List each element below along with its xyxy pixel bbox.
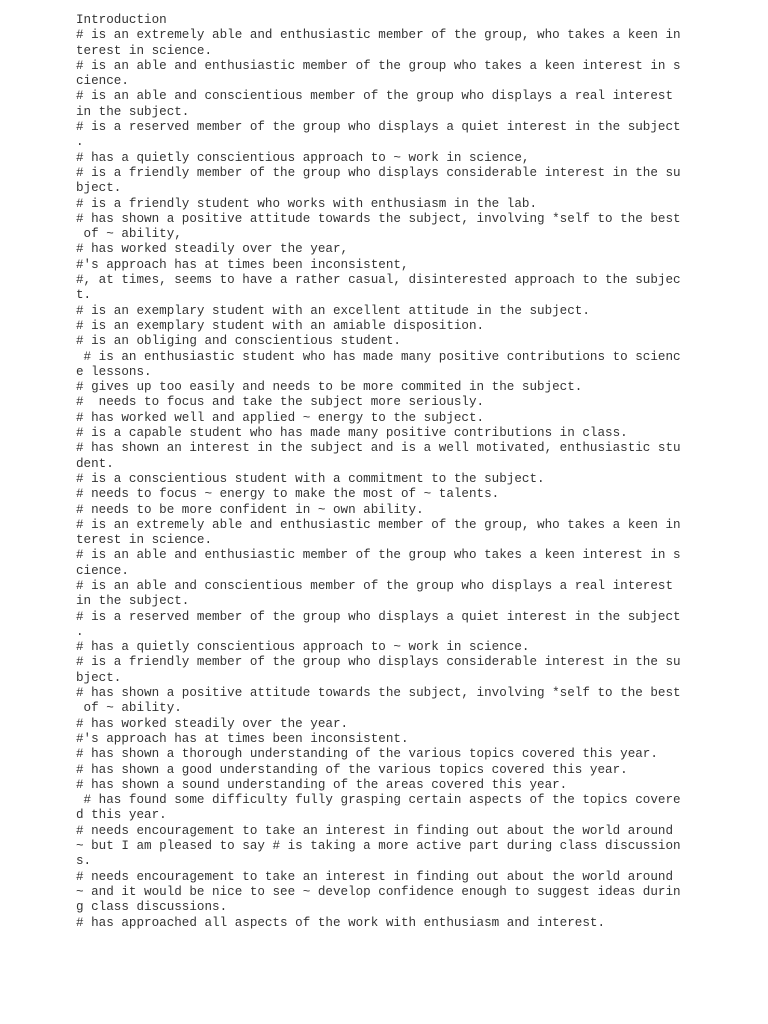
text-line: # needs encouragement to take an interest in finding out about the world around	[76, 869, 674, 884]
text-line: terest in science.	[76, 533, 213, 548]
text-line: bject.	[76, 181, 122, 196]
text-line: # is a friendly member of the group who displays considerable interest in the su	[76, 655, 681, 670]
text-line: # is a reserved member of the group who displays a quiet interest in the subject	[76, 609, 681, 624]
text-line	[76, 931, 676, 946]
text-line: # needs to be more confident in ~ own ability.	[76, 502, 424, 517]
text-line: cience.	[76, 74, 129, 89]
text-line: # is an obliging and conscientious student.	[76, 334, 401, 349]
text-line: of ~ ability,	[76, 227, 182, 242]
text-line: # needs to focus and take the subject more seriously.	[76, 395, 485, 410]
text-line: terest in science.	[76, 43, 213, 58]
text-line: #'s approach has at times been inconsistent.	[76, 731, 409, 746]
text-line: # is an exemplary student with an amiable disposition.	[76, 318, 485, 333]
text-line: # needs encouragement to take an interest in finding out about the world around	[76, 823, 674, 838]
text-line: g class discussions.	[76, 900, 228, 915]
text-line: # has found some difficulty fully grasping certain aspects of the topics covere	[76, 793, 681, 808]
text-line: # has worked steadily over the year,	[76, 242, 349, 257]
text-line: ~ but I am pleased to say # is taking a more active part during class discussion	[76, 839, 681, 854]
text-line: # gives up too easily and needs to be more commited in the subject.	[76, 380, 583, 395]
text-line: # has worked well and applied ~ energy to the subject.	[76, 410, 485, 425]
text-line: # is a capable student who has made many positive contributions in class.	[76, 426, 628, 441]
text-line: # has a quietly conscientious approach to ~ work in science.	[76, 640, 530, 655]
text-line: ~ and it would be nice to see ~ develop confidence enough to suggest ideas durin	[76, 884, 681, 899]
text-line: # has shown an interest in the subject and is a well motivated, enthusiastic stu	[76, 441, 681, 456]
text-line: # has shown a positive attitude towards the subject, involving *self to the best	[76, 211, 681, 226]
text-line: in the subject.	[76, 104, 190, 119]
text-line: # has shown a positive attitude towards the subject, involving *self to the best	[76, 686, 681, 701]
text-line: # has shown a good understanding of the various topics covered this year.	[76, 762, 628, 777]
text-line: # is an extremely able and enthusiastic member of the group, who takes a keen in	[76, 517, 681, 532]
text-line: # is a conscientious student with a commitment to the subject.	[76, 471, 545, 486]
text-line: t.	[76, 288, 92, 303]
text-line: # has shown a sound understanding of the areas covered this year.	[76, 777, 568, 792]
text-line: dent.	[76, 456, 114, 471]
text-line: .	[76, 135, 84, 150]
document-body	[76, 13, 681, 946]
text-line: # is a friendly member of the group who displays considerable interest in the su	[76, 165, 681, 180]
text-line: # needs to focus ~ energy to make the most of ~ talents.	[76, 487, 500, 502]
text-line: # is an able and conscientious member of the group who displays a real interest	[76, 89, 674, 104]
text-line: #, at times, seems to have a rather casual, disinterested approach to the subjec	[76, 273, 681, 288]
text-line: # has a quietly conscientious approach to ~ work in science,	[76, 150, 530, 165]
text-line: # has shown a thorough understanding of the various topics covered this year.	[76, 747, 658, 762]
text-line: .	[76, 624, 84, 639]
text-line: # is an exemplary student with an excellent attitude in the subject.	[76, 303, 590, 318]
text-line: # has approached all aspects of the work with enthusiasm and interest.	[76, 915, 606, 930]
text-line: # has worked steadily over the year.	[76, 716, 349, 731]
text-line: # is an enthusiastic student who has made many positive contributions to scienc	[76, 349, 681, 364]
text-line: in the subject.	[76, 594, 190, 609]
text-line: e lessons.	[76, 364, 152, 379]
text-line: #'s approach has at times been inconsistent,	[76, 257, 409, 272]
text-line: # is an able and conscientious member of the group who displays a real interest	[76, 578, 674, 593]
text-line: # is a reserved member of the group who displays a quiet interest in the subject	[76, 120, 681, 135]
text-line: # is an extremely able and enthusiastic member of the group, who takes a keen in	[76, 28, 681, 43]
text-line: of ~ ability.	[76, 701, 182, 716]
text-line: bject.	[76, 670, 122, 685]
text-line: # is a friendly student who works with enthusiasm in the lab.	[76, 196, 538, 211]
text-line: # is an able and enthusiastic member of the group who takes a keen interest in s	[76, 58, 681, 73]
text-line: cience.	[76, 563, 129, 578]
text-line: d this year.	[76, 808, 167, 823]
text-line: # is an able and enthusiastic member of the group who takes a keen interest in s	[76, 548, 681, 563]
document-title: Introduction	[76, 13, 167, 27]
text-line: s.	[76, 854, 92, 869]
